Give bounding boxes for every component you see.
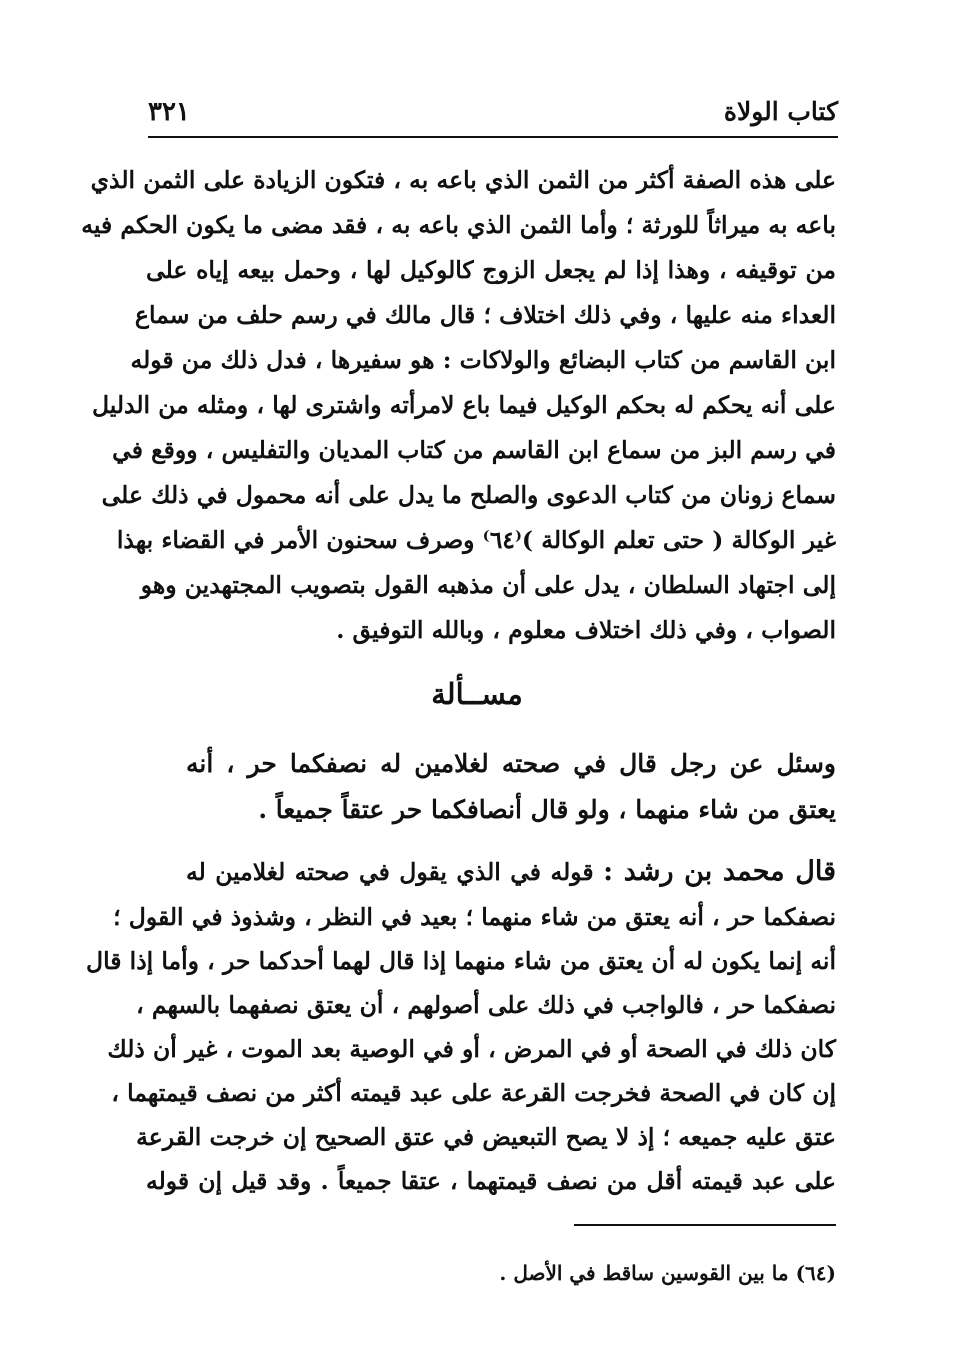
text-line: العداء منه عليها ، وفي ذلك اختلاف ؛ قال مالك في رسم حلف من سماع xyxy=(134,301,836,329)
text-line: غير الوكالة ( حتى تعلم الوكالة )⁽٦٤⁾ وصرف سحنون الأمر في القضاء بهذا xyxy=(116,526,836,554)
footnote: (٦٤) ما بين القوسين ساقط في الأصل . xyxy=(499,1261,836,1285)
text-line: سماع زونان من كتاب الدعوى والصلح ما يدل على أنه محمول في ذلك على xyxy=(101,481,836,509)
answer-first-line xyxy=(186,852,836,892)
page-number: ٣٢١ xyxy=(148,97,190,127)
speaker-label: قال محمد بن رشد : xyxy=(603,856,837,887)
text-line: عتق عليه جميعه ؛ إذ لا يصح التبعيض في عتق الصحيح إن خرجت القرعة xyxy=(136,1123,836,1151)
section-heading: مســألة xyxy=(431,677,523,711)
footnote-rule xyxy=(574,1224,836,1226)
page-header xyxy=(148,92,838,132)
text-line: في رسم البز من سماع ابن القاسم من كتاب المديان والتفليس ، ووقع في xyxy=(112,436,836,464)
text-line: ابن القاسم من كتاب البضائع والولاكات : هو سفيرها ، فدل ذلك من قوله xyxy=(130,346,836,374)
header-rule xyxy=(148,136,838,138)
text-line: نصفكما حر ، أنه يعتق من شاء منهما ؛ بعيد في النظر ، وشذوذ في القول ؛ xyxy=(113,903,836,931)
text-line: على عبد قيمته أقل من نصف قيمتهما ، عتقا جميعاً . وقد قيل إن قوله xyxy=(146,1167,836,1195)
text-line: إلى اجتهاد السلطان ، يدل على أن مذهبه القول بتصويب المجتهدين وهو xyxy=(140,571,836,599)
text-line: باعه به ميراثاً للورثة ؛ وأما الثمن الذي باعه به ، فقد مضى ما يكون الحكم فيه xyxy=(81,211,836,239)
text-line: نصفكما حر ، فالواجب في ذلك على أصولهم ، أن يعتق نصفهما بالسهم ، xyxy=(136,991,836,1019)
question-line: وسئل عن رجل قال في صحته لغلامين له نصفكما حر ، أنه xyxy=(186,749,836,778)
text-line: الصواب ، وفي ذلك اختلاف معلوم ، وبالله التوفيق . xyxy=(336,616,836,644)
running-title: كتاب الولاة xyxy=(723,97,838,126)
text-line: من توقيفه ، وهذا إذا لم يجعل الزوج كالوكيل لها ، وحمل بيعه إياه على xyxy=(146,256,836,284)
text-line: كان ذلك في الصحة أو في المرض ، أو في الوصية بعد الموت ، غير أن ذلك xyxy=(107,1035,836,1063)
question-line: يعتق من شاء منهما ، ولو قال أنصافكما حر عتقاً جميعاً . xyxy=(258,795,836,824)
answer-first-line-text: قوله في الذي يقول في صحته لغلامين له xyxy=(186,858,594,886)
text-line: أنه إنما يكون له أن يعتق من شاء منهما إذا قال لهما أحدكما حر ، وأما إذا قال xyxy=(86,947,836,975)
text-line: على هذه الصفة أكثر من الثمن الذي باعه به ، فتكون الزيادة على الثمن الذي xyxy=(90,166,836,194)
text-line: إن كان في الصحة فخرجت القرعة على عبد قيمته أكثر من نصف قيمتهما ، xyxy=(111,1079,836,1107)
text-line: على أنه يحكم له بحكم الوكيل فيما باع لامرأته واشترى لها ، ومثله من الدليل xyxy=(91,391,836,419)
